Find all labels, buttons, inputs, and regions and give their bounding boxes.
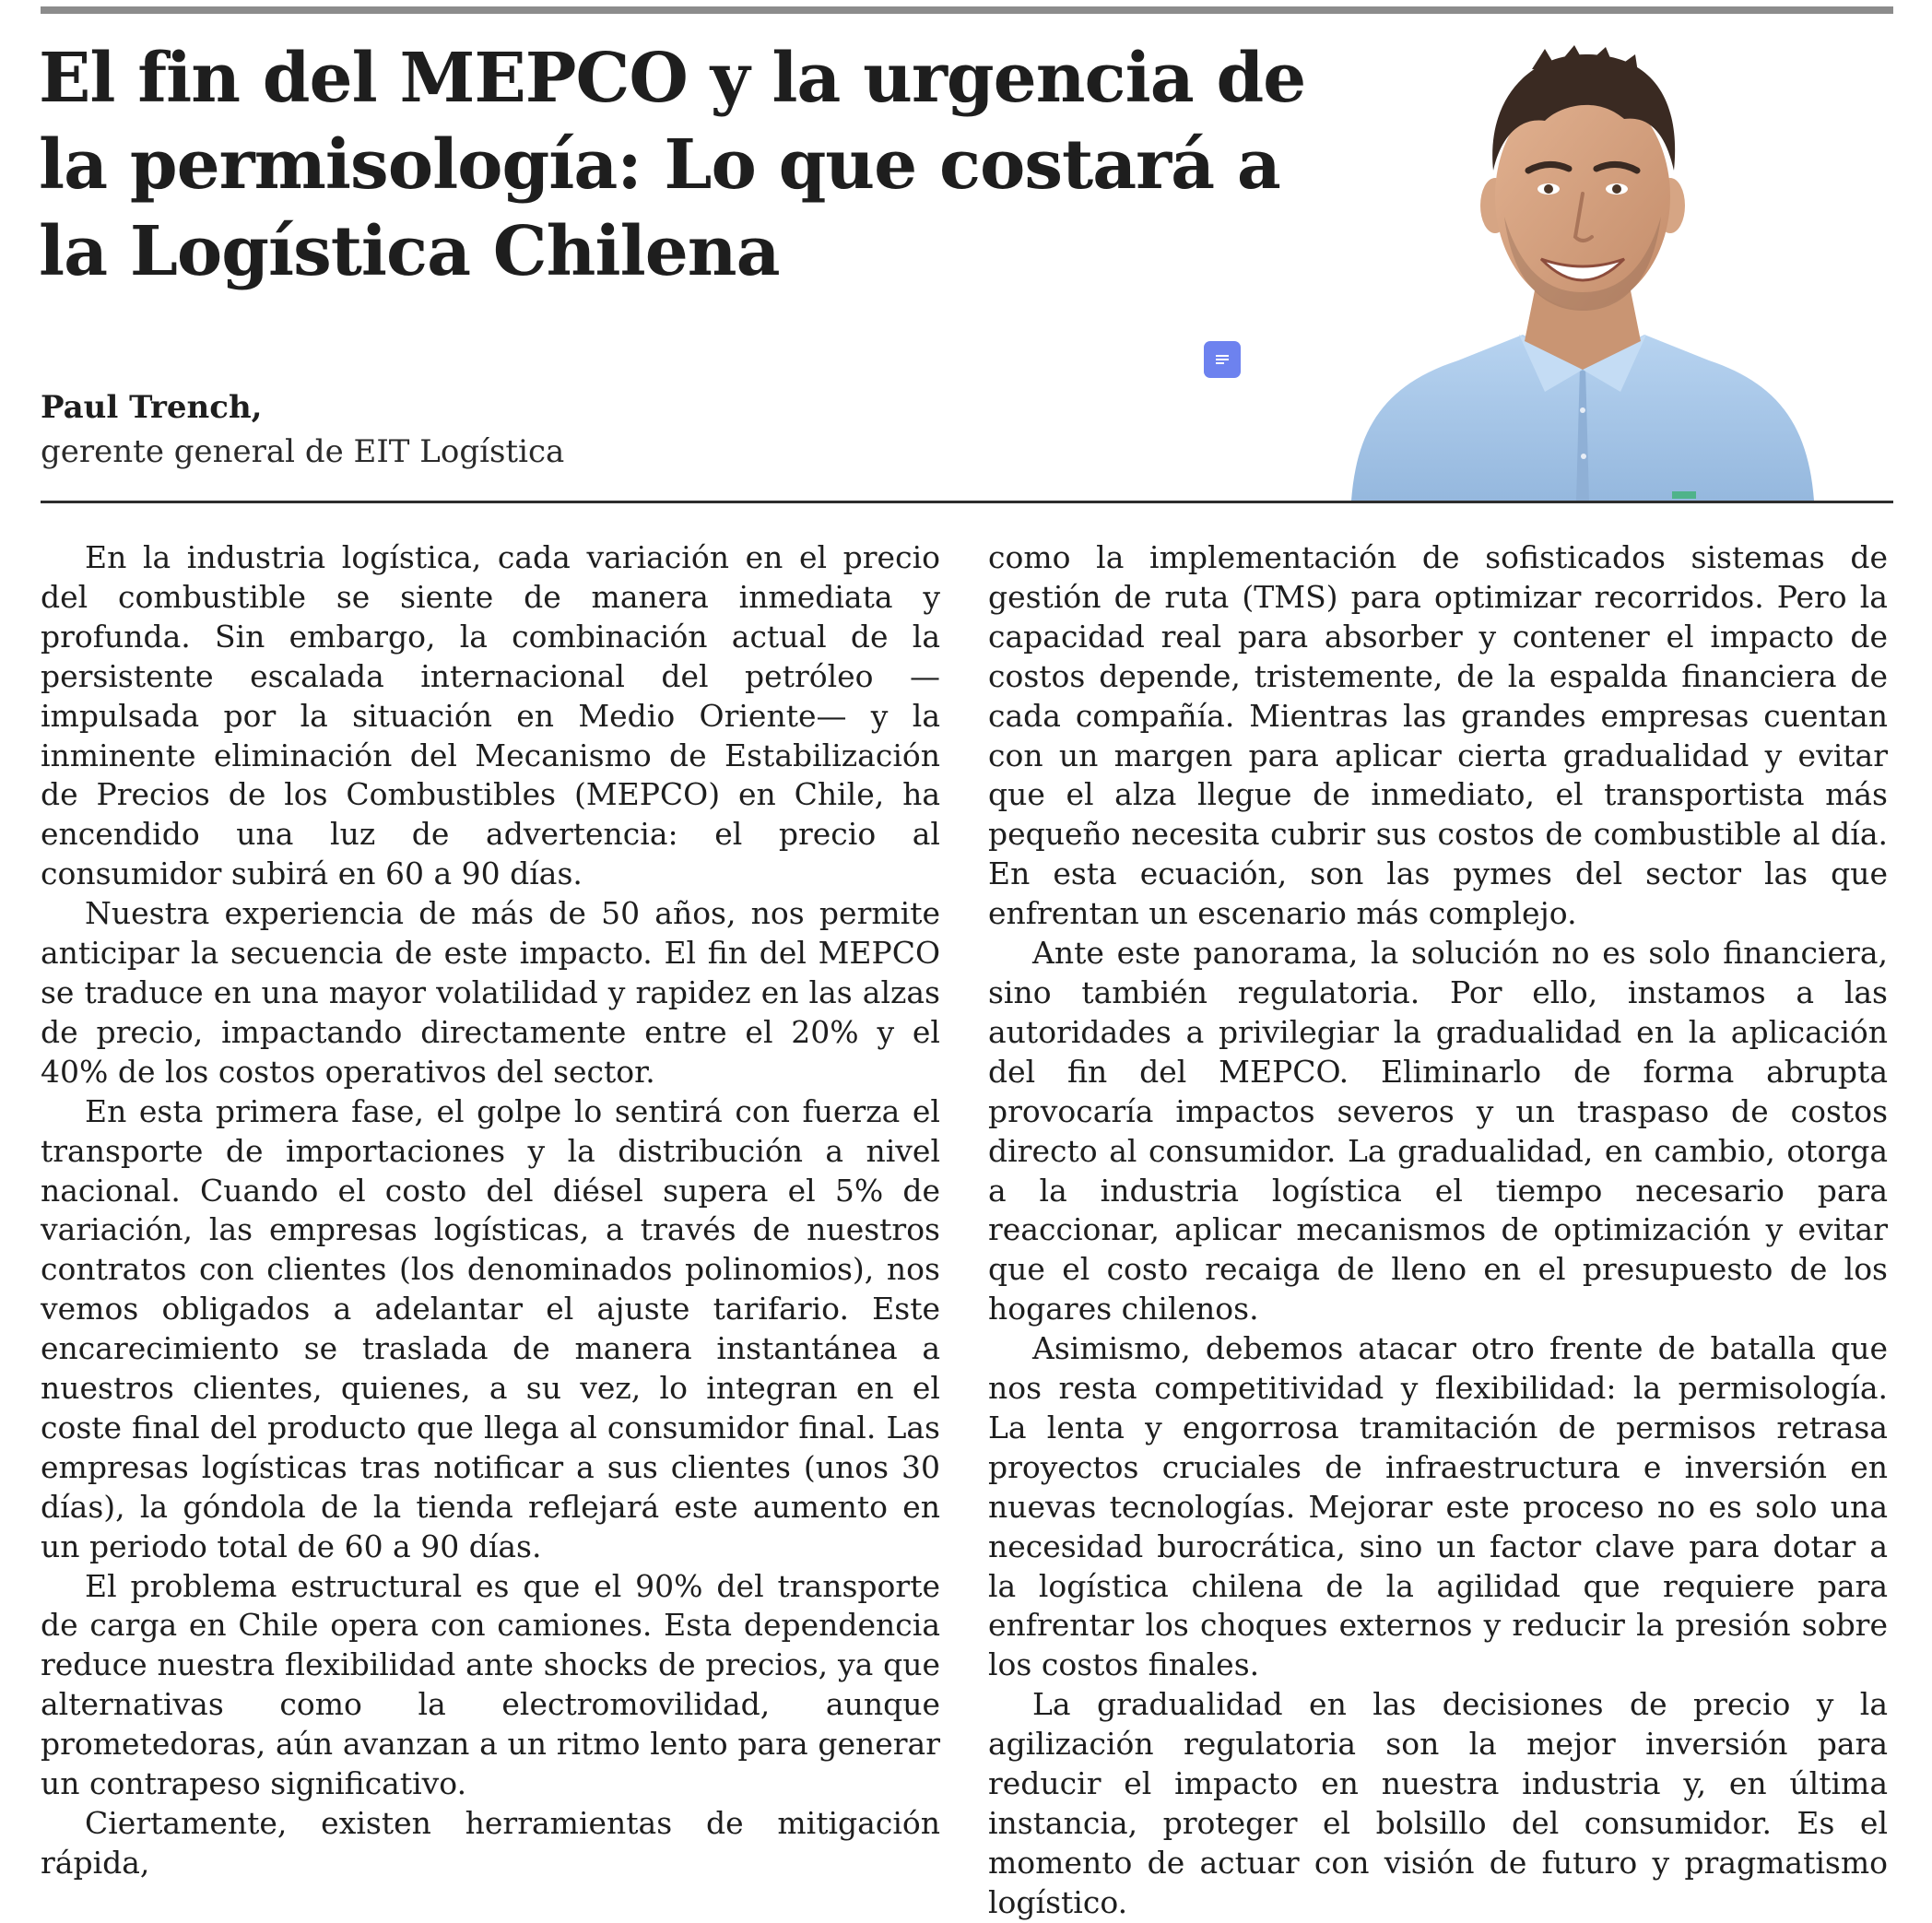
body-paragraph: El problema estructural es que el 90% del transporte de carga en Chile opera con camiones. Esta dependencia reduce nuestra flexibilidad ante shocks de precios, ya que alternativas como la electromovilidad, aunque prometedoras, aún avanzan a un ritmo lento para generar un contrapeso significativo. [41,1567,940,1802]
body-paragraph: Ante este panorama, la solución no es solo financiera, sino también regulatoria. Por ello, instamos a las autoridades a privilegiar la gradualidad en la aplicación del fin del MEPCO. Eliminarlo de forma abrupta provocaría impactos severos y un traspaso de costos directo al consumidor. La gradualidad, en cambio, otorga a la industria logística el tiempo necesario para reaccionar, aplicar mecanismos de optimización y evitar que el costo recaiga de lleno en el presupuesto de los hogares chilenos. [988,935,1888,1327]
author-role: gerente general de EIT Logística [41,433,565,470]
body-paragraph: En la industria logística, cada variación en el precio del combustible se siente de manera inmediata y profunda. Sin embargo, la combinación actual de la persistente escalada internacional del petróleo —impulsada por la situación en Medio Oriente— y la inminente eliminación del Mecanismo de Estabilización de Precios de los Combustibles (MEPCO) en Chile, ha encendido una luz de advertencia: el precio al consumidor subirá en 60 a 90 días. [41,539,940,892]
article-column-right [988,538,1888,1923]
article-column-left [41,538,940,1883]
section-rule [41,501,1893,503]
author-name: Paul Trench, [41,389,263,426]
byline [41,385,564,474]
body-paragraph: La gradualidad en las decisiones de precio y la agilización regulatoria son la mejor inversión para reducir el impacto en nuestra industria y, en última instancia, proteger el bolsillo del consumidor. Es el momento de actuar con visión de futuro y pragmatismo logístico. [988,1686,1888,1920]
body-paragraph: Asimismo, debemos atacar otro frente de batalla que nos resta competitividad y flexibilidad: la permisología. La lenta y engorrosa tramitación de permisos retrasa proyectos cruciales de infraestructura e inversión en nuevas tecnologías. Mejorar este proceso no es solo una necesidad burocrática, sino un factor clave para dotar a la logística chilena de la agilidad que requiere para enfrentar los choques externos y reducir la presión sobre los costos finales. [988,1330,1888,1683]
body-paragraph: Ciertamente, existen herramientas de mitigación rápida, [41,1805,940,1881]
body-paragraph: Nuestra experiencia de más de 50 años, nos permite anticipar la secuencia de este impacto. El fin del MEPCO se traduce en una mayor volatilidad y rapidez en las alzas de precio, impactando directamente entre el 20% y el 40% de los costos operativos del sector. [41,895,940,1090]
body-paragraph: En esta primera fase, el golpe lo sentirá con fuerza el transporte de importaciones y la distribución a nivel nacional. Cuando el costo del diésel supera el 5% de variación, las empresas logísticas, a través de nuestros contratos con clientes (los denominados polinomios), nos vemos obligados a adelantar el ajuste tarifario. Este encarecimiento se traslada de manera instantánea a nuestros clientes, quienes, a su vez, lo integran en el coste final del producto que llega al consumidor final. Las empresas logísticas tras notificar a sus clientes (unos 30 días), la góndola de la tienda reflejará este aumento en un periodo total de 60 a 90 días. [41,1092,940,1564]
article-title: El fin del MEPCO y la urgencia de la permisología: Lo que costará a la Logística Chilena [39,39,1306,291]
top-rule [41,6,1893,14]
comment-icon[interactable] [1204,341,1241,378]
author-photo [1348,41,1818,502]
body-paragraph: como la implementación de sofisticados sistemas de gestión de ruta (TMS) para optimizar recorridos. Pero la capacidad real para absorber y contener el impacto de costos depende, tristemente, de la espalda financiera de cada compañía. Mientras las grandes empresas cuentan con un margen para aplicar cierta gradualidad y evitar que el alza llegue de inmediato, el transportista más pequeño necesita cubrir sus costos de combustible al día. En esta ecuación, son las pymes del sector las que enfrentan un escenario más complejo. [988,539,1888,932]
